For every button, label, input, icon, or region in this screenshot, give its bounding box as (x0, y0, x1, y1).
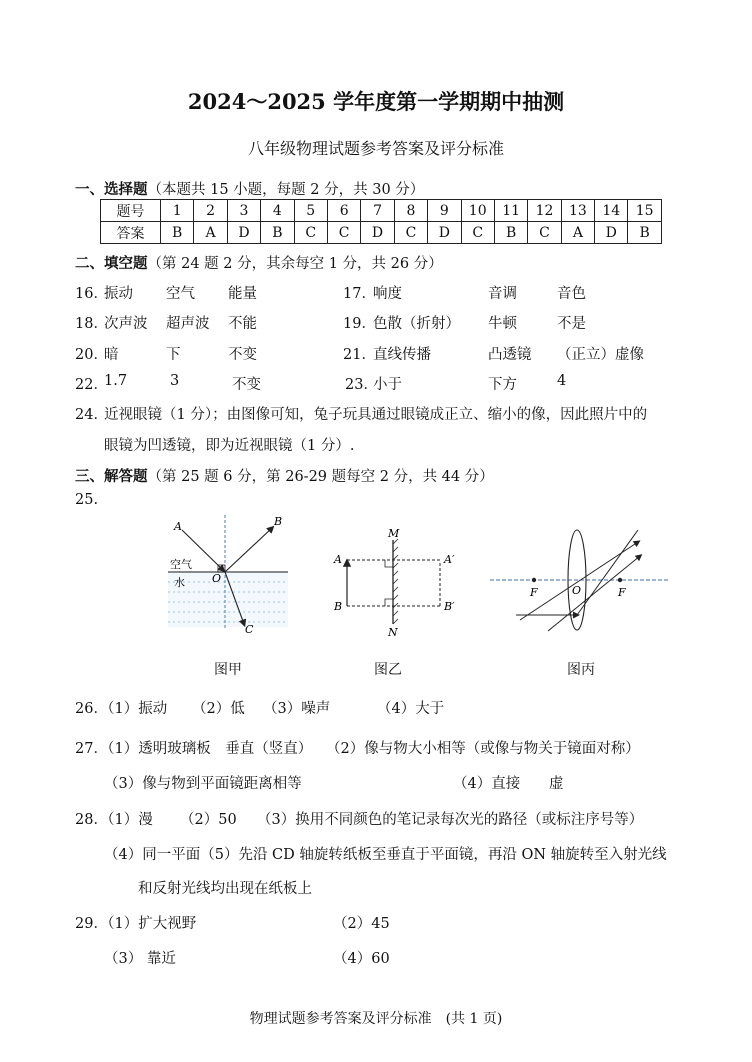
focus-left (532, 578, 536, 582)
figure-b-caption: 图乙 (374, 662, 402, 678)
label-M: M (388, 527, 400, 540)
q27-part4a: （4）直接 (453, 776, 521, 792)
q23-answer-2: 下方 (488, 377, 517, 393)
q28-part1: （1）漫 (100, 812, 153, 828)
q29-part2: （2）45 (333, 916, 390, 932)
q24-number: 24． (75, 407, 108, 423)
q18-number: 18． (75, 316, 108, 332)
q19-number: 19． (343, 316, 376, 332)
q17-answer-1: 响度 (373, 286, 402, 302)
q27-part4b: 虚 (549, 776, 564, 792)
q21-answer-1: 直线传播 (373, 347, 431, 363)
table-cell-number: 1 (161, 200, 194, 222)
figure-a-caption: 图甲 (214, 662, 242, 678)
q26-part1: （1）振动 (100, 701, 168, 717)
label-C: C (245, 623, 254, 636)
q18-answer-1: 次声波 (104, 316, 148, 332)
page-title: 2024～2025 学年度第一学期期中抽测 (187, 89, 565, 114)
table-cell-number: 13 (561, 200, 594, 222)
mirror-hatching (393, 539, 398, 624)
table-cell-number: 2 (194, 200, 227, 222)
section2-heading (75, 252, 443, 273)
table-cell-answer: D (428, 222, 461, 244)
answer-table-number-row (101, 200, 662, 222)
q27-part1: （1）透明玻璃板 垂直（竖直） (100, 741, 313, 757)
q20-answer-3: 不变 (228, 347, 257, 363)
q27-part2: （2）像与物大小相等（或像与物关于镜面对称） (326, 741, 640, 757)
ray-through-focus (548, 556, 640, 631)
q17-number: 17． (343, 286, 376, 302)
q27-part3: （3）像与物到平面镜距离相等 (104, 776, 302, 792)
section1-heading (75, 178, 424, 199)
table-cell-answer: A (194, 222, 227, 244)
table-cell-number: 7 (361, 200, 394, 222)
q17-answer-3: 音色 (557, 286, 586, 302)
q20-answer-1: 暗 (104, 347, 119, 363)
q19-answer-3: 不是 (557, 316, 586, 332)
label-A: A (334, 553, 342, 566)
table-cell-answer: B (161, 222, 194, 244)
label-O: O (212, 572, 222, 585)
table-cell-answer: D (361, 222, 394, 244)
table-cell-number: 6 (327, 200, 360, 222)
table-cell-answer: C (394, 222, 427, 244)
table-cell-number: 12 (528, 200, 561, 222)
q28-part2: （2）50 (180, 812, 237, 828)
figure-plane-mirror (330, 526, 465, 642)
q26-part4: （4）大于 (377, 701, 445, 717)
q28-part4-cont: 和反射光线均出现在纸板上 (138, 881, 312, 897)
table-cell-number: 11 (494, 200, 527, 222)
q22-answer-3: 不变 (232, 377, 261, 393)
label-A: A (174, 520, 182, 533)
answer-table-answer-row (101, 222, 662, 244)
q26-part2: （2）低 (192, 701, 245, 717)
table-cell-answer: C (294, 222, 327, 244)
label-water: 水 (174, 576, 185, 589)
q21-answer-3: （正立）虚像 (557, 347, 644, 363)
label-O: O (572, 584, 582, 597)
q22-answer-1: 1.7 (104, 373, 128, 389)
q23-number: 23． (345, 377, 378, 393)
table-cell-number: 5 (294, 200, 327, 222)
label-N: N (388, 626, 398, 639)
table-cell-answer: D (595, 222, 628, 244)
q16-answer-1: 振动 (104, 286, 133, 302)
q18-answer-3: 不能 (228, 316, 257, 332)
q19-answer-1: 色散（折射） (373, 316, 460, 332)
table-cell-number: 9 (428, 200, 461, 222)
section2-title: 二、填空题 (75, 255, 148, 272)
table-cell-number: 14 (595, 200, 628, 222)
label-A-prime: A′ (444, 553, 455, 566)
q24-answer-line2: 眼镜为凹透镜，即为近视眼镜（1 分）. (104, 438, 355, 454)
q17-answer-2: 音调 (488, 286, 517, 302)
table-cell-answer: B (628, 222, 661, 244)
figure-convex-lens (488, 526, 673, 636)
q28-part3: （3）换用不同颜色的笔记录每次光的路径（或标注序号等） (257, 812, 644, 828)
section1-title: 一、选择题 (75, 181, 148, 198)
focus-right (618, 578, 622, 582)
q19-answer-2: 牛顿 (488, 316, 517, 332)
q26-number: 26． (75, 701, 108, 717)
table-cell-number: 15 (628, 200, 661, 222)
q29-number: 29． (75, 916, 108, 932)
table-cell-answer: C (461, 222, 494, 244)
q20-number: 20． (75, 347, 108, 363)
reflected-ray (225, 528, 272, 572)
table-header-number: 题号 (101, 200, 161, 222)
page-footer: 物理试题参考答案及评分标准 (共 1 页) (249, 1011, 503, 1027)
table-header-answer: 答案 (101, 222, 161, 244)
table-cell-number: 3 (227, 200, 260, 222)
table-cell-answer: D (227, 222, 260, 244)
table-cell-number: 4 (261, 200, 294, 222)
q26-part3: （3）噪声 (263, 701, 331, 717)
q16-answer-2: 空气 (166, 286, 195, 302)
q29-part1: （1）扩大视野 (100, 916, 197, 932)
q28-number: 28． (75, 812, 108, 828)
q18-answer-2: 超声波 (166, 316, 210, 332)
answer-table (100, 199, 662, 244)
label-F-right: F (618, 586, 626, 599)
q28-part4: （4）同一平面（5）先沿 CD 轴旋转纸板至垂直于平面镜，再沿 ON 轴旋转至入射光线 (104, 847, 667, 863)
page-subtitle: 八年级物理试题参考答案及评分标准 (247, 139, 504, 158)
section3-note: （第 25 题 6 分，第 26-29 题每空 2 分，共 44 分） (147, 469, 494, 485)
label-air: 空气 (170, 558, 192, 571)
q23-answer-3: 4 (557, 373, 567, 389)
table-cell-answer: C (327, 222, 360, 244)
q21-number: 21． (343, 347, 376, 363)
section1-note: （本题共 15 小题，每题 2 分，共 30 分） (147, 182, 425, 198)
q29-part3: （3） 靠近 (104, 951, 176, 967)
table-cell-number: 10 (461, 200, 494, 222)
label-B: B (274, 515, 283, 528)
figure-c-caption: 图丙 (567, 662, 595, 678)
right-angle-bottom (385, 599, 393, 606)
label-F-left: F (530, 586, 538, 599)
table-cell-answer: B (494, 222, 527, 244)
q23-answer-1: 小于 (373, 377, 402, 393)
figure-refraction (160, 510, 300, 640)
q21-answer-2: 凸透镜 (488, 347, 532, 363)
table-cell-answer: C (528, 222, 561, 244)
label-B: B (334, 600, 343, 613)
q22-number: 22． (75, 377, 108, 393)
q25-number: 25. (75, 492, 99, 508)
table-cell-answer: A (561, 222, 594, 244)
q24-answer-line1: 近视眼镜（1 分）；由图像可知，兔子玩具通过眼镜成正立、缩小的像，因此照片中的 (104, 407, 648, 423)
q20-answer-2: 下 (166, 347, 181, 363)
q16-number: 16． (75, 286, 108, 302)
q22-answer-2: 3 (170, 373, 180, 389)
q29-part4: （4）60 (333, 951, 390, 967)
q27-number: 27． (75, 741, 108, 757)
label-B-prime: B′ (444, 600, 455, 613)
section3-heading (75, 465, 494, 486)
q16-answer-3: 能量 (228, 286, 257, 302)
right-angle-top (385, 560, 393, 567)
section3-title: 三、解答题 (75, 468, 148, 485)
section2-note: （第 24 题 2 分，其余每空 1 分，共 26 分） (147, 256, 443, 272)
table-cell-number: 8 (394, 200, 427, 222)
table-cell-answer: B (261, 222, 294, 244)
